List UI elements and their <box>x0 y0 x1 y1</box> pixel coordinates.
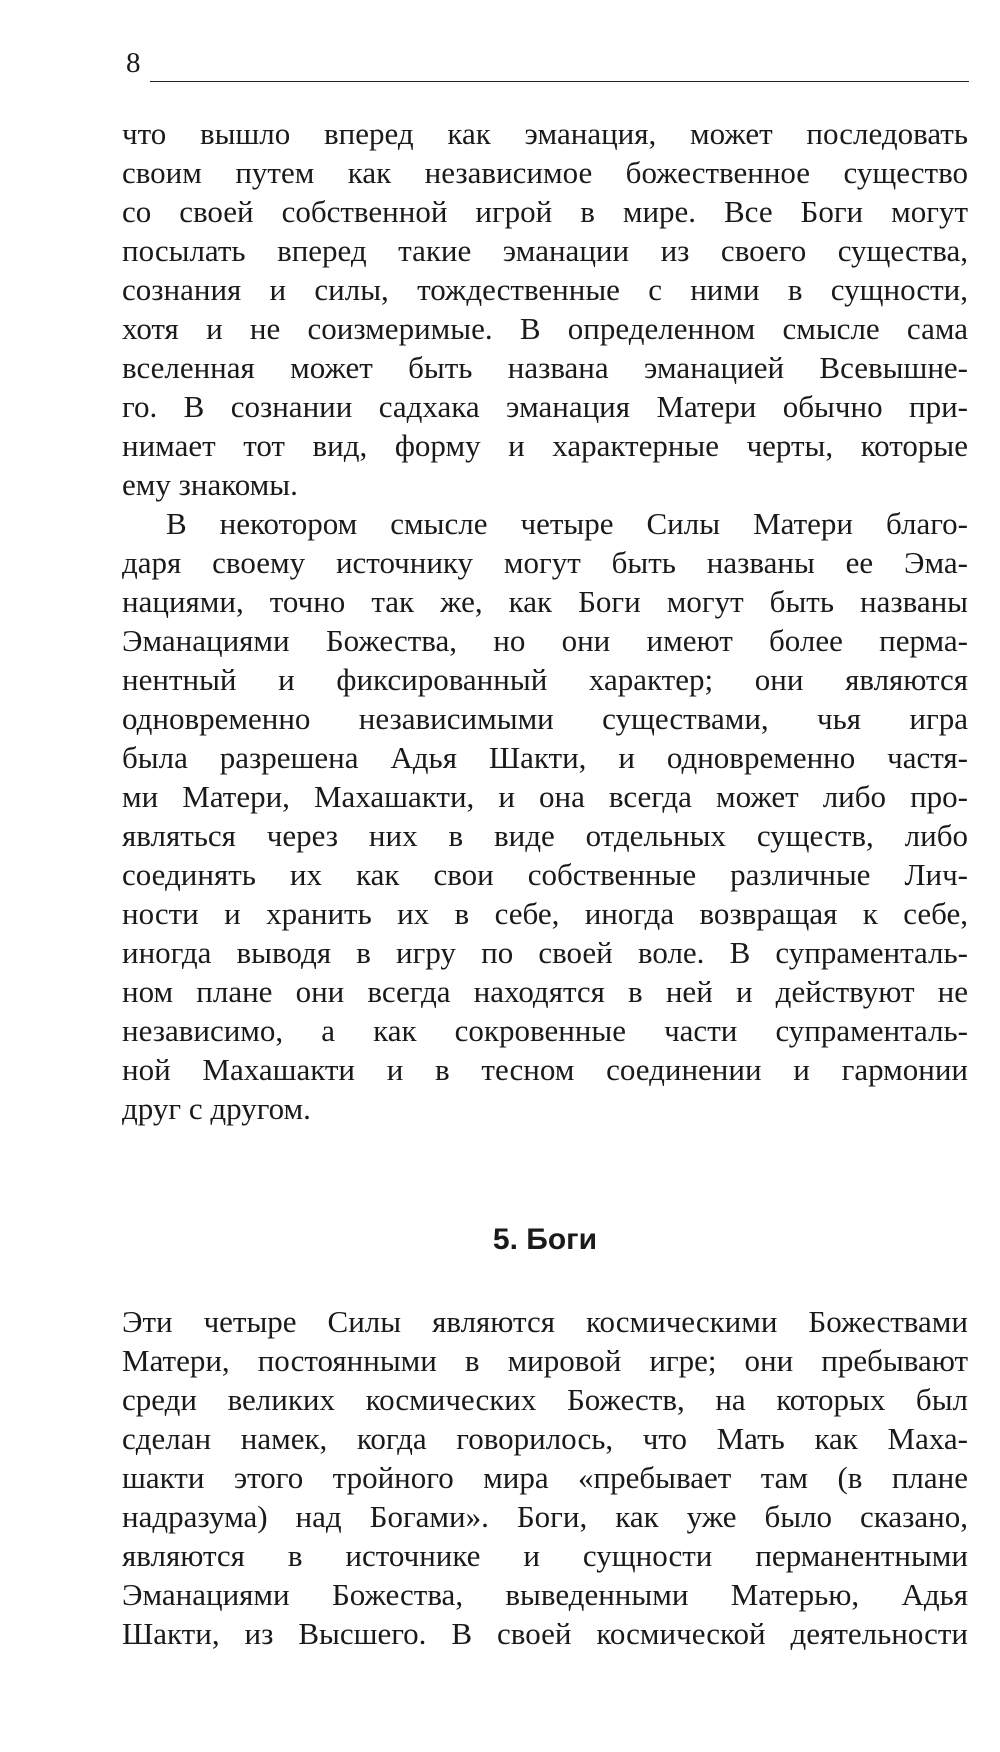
text-line: нимает тот вид, форму и характерные черты, которые <box>122 428 968 463</box>
text-line: ной Махашакти и в тесном соединении и гармонии <box>122 1052 968 1087</box>
text-line: соединять их как свои собственные различные Лич- <box>122 857 968 892</box>
text-line: нациями, точно так же, как Боги могут быть названы <box>122 584 968 619</box>
text-line: Эти четыре Силы являются космическими Божествами <box>122 1304 968 1339</box>
text-line: друг с другом. <box>122 1091 311 1126</box>
text-line: сознания и силы, тождественные с ними в сущности, <box>122 272 968 307</box>
text-line: ном плане они всегда находятся в ней и действуют не <box>122 974 968 1009</box>
text-line: го. В сознании садхака эманация Матери обычно при- <box>122 389 968 424</box>
text-line: со своей собственной игрой в мире. Все Боги могут <box>122 194 968 229</box>
page-number: 8 <box>126 47 141 79</box>
text-line: ему знакомы. <box>122 467 298 502</box>
text-line: надразума) над Богами». Боги, как уже было сказано, <box>122 1499 968 1534</box>
section-heading: 5. Боги <box>492 1223 598 1256</box>
text-line: Эманациями Божества, выведенными Матерью, Адья <box>122 1577 968 1612</box>
text-line: Матери, постоянными в мировой игре; они пребывают <box>122 1343 968 1378</box>
text-line: являются в источнике и сущности перманентными <box>122 1538 968 1573</box>
text-line: вселенная может быть названа эманацией Всевышне- <box>122 350 968 385</box>
text-line: одновременно независимыми существами, чья игра <box>122 701 968 736</box>
text-line: среди великих космических Божеств, на которых был <box>122 1382 968 1417</box>
text-line: сделан намек, когда говорилось, что Мать как Маха- <box>122 1421 968 1456</box>
text-line: была разрешена Адья Шакти, и одновременно частя- <box>122 740 968 775</box>
text-line: своим путем как независимое божественное существо <box>122 155 968 190</box>
text-line: что вышло вперед как эманация, может последовать <box>122 116 968 151</box>
text-line: являться через них в виде отдельных существ, либо <box>122 818 968 853</box>
header-rule <box>150 81 969 82</box>
text-line: ности и хранить их в себе, иногда возвращая к себе, <box>122 896 968 931</box>
text-line: нентный и фиксированный характер; они являются <box>122 662 968 697</box>
running-header <box>126 46 969 86</box>
text-line: шакти этого тройного мира «пребывает там (в плане <box>122 1460 968 1495</box>
text-line: даря своему источнику могут быть названы ее Эма- <box>122 545 968 580</box>
text-line: иногда выводя в игру по своей воле. В супраменталь- <box>122 935 968 970</box>
text-line: хотя и не соизмеримые. В определенном смысле сама <box>122 311 968 346</box>
text-line: независимо, а как сокровенные части супраменталь- <box>122 1013 968 1048</box>
text-line: Шакти, из Высшего. В своей космической деятельности <box>122 1616 968 1651</box>
text-line: ми Матери, Махашакти, и она всегда может либо про- <box>122 779 968 814</box>
text-line: посылать вперед такие эманации из своего существа, <box>122 233 968 268</box>
text-line: В некотором смысле четыре Силы Матери благо- <box>166 506 968 541</box>
text-line: Эманациями Божества, но они имеют более перма- <box>122 623 968 658</box>
